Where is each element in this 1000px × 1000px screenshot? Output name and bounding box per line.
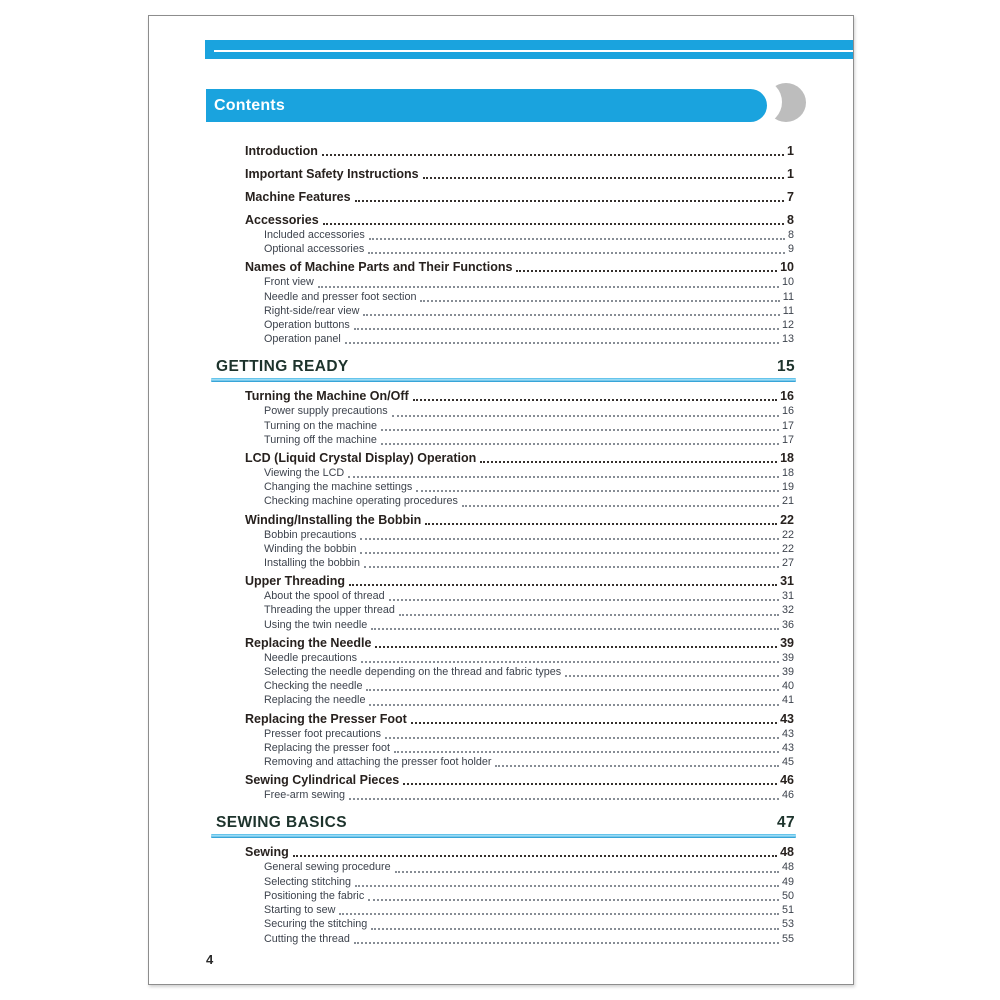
toc-entry: [264, 242, 794, 256]
toc-entry-label: Sewing: [245, 845, 289, 860]
toc-entry-page: 32: [781, 604, 794, 617]
toc-entry: [264, 932, 794, 946]
toc-entry: [264, 788, 794, 802]
toc-entry-label: Sewing Cylindrical Pieces: [245, 773, 400, 788]
dot-leader: [385, 737, 779, 739]
toc-entry-label: Winding the bobbin: [264, 542, 357, 555]
toc-entry-page: 43: [781, 727, 794, 740]
toc-entry-page: 46: [780, 773, 794, 788]
toc-entry-page: 17: [781, 433, 794, 446]
toc-entry-label: Winding/Installing the Bobbin: [245, 512, 422, 527]
toc-entry-page: 22: [780, 512, 794, 527]
toc-entry-label: Selecting stitching: [264, 875, 352, 888]
toc-entry-label: Needle and presser foot section: [264, 290, 417, 303]
toc-entry: [264, 693, 794, 707]
toc-entry-page: 10: [780, 260, 794, 275]
dot-leader: [413, 399, 777, 401]
toc-entry: [264, 755, 794, 769]
toc-entry: [245, 573, 794, 589]
toc-entry-page: 27: [781, 557, 794, 570]
contents-title: Contents: [214, 96, 285, 114]
toc-entry-label: Replacing the presser foot: [264, 741, 391, 754]
toc-entry: [245, 189, 794, 205]
toc-entry-page: 16: [781, 405, 794, 418]
dot-leader: [318, 286, 779, 288]
toc-entry-page: 10: [781, 276, 794, 289]
toc-entry: [264, 433, 794, 447]
toc-entry-page: 31: [781, 590, 794, 603]
dot-leader: [394, 751, 779, 753]
toc-entry: [264, 679, 794, 693]
toc-entry-page: 43: [781, 741, 794, 754]
toc-entry-page: 7: [787, 190, 794, 204]
toc-entry-label: Cutting the thread: [264, 932, 350, 945]
dot-leader: [322, 154, 784, 156]
dot-leader: [354, 328, 779, 330]
toc-entry-page: 41: [781, 694, 794, 707]
toc-entry-label: LCD (Liquid Crystal Display) Operation: [245, 451, 477, 466]
toc-entry-label: Turning the Machine On/Off: [245, 389, 409, 404]
toc-entry-page: 51: [781, 904, 794, 917]
toc-entry-label: Starting to sew: [264, 904, 336, 917]
dot-leader: [423, 177, 784, 179]
dot-leader: [355, 200, 784, 202]
dot-leader: [339, 913, 779, 915]
toc-entry: [245, 844, 794, 860]
toc-entry-label: Operation panel: [264, 333, 341, 346]
toc-entry-label: Threading the upper thread: [264, 604, 395, 617]
toc-entry-page: 36: [781, 618, 794, 631]
dot-leader: [392, 415, 779, 417]
toc-entry-page: 11: [782, 290, 794, 303]
toc-entry-label: Securing the stitching: [264, 918, 368, 931]
contents-header-bar: [206, 89, 767, 122]
toc-entry: [264, 404, 794, 418]
dot-leader: [368, 252, 785, 254]
toc-entry: [264, 318, 794, 332]
toc-entry-page: 22: [781, 542, 794, 555]
dot-leader: [293, 855, 777, 857]
toc-entry-label: Changing the machine settings: [264, 481, 413, 494]
dot-leader: [349, 798, 779, 800]
dot-leader: [371, 928, 779, 930]
dot-leader: [403, 783, 777, 785]
toc-entry-label: About the spool of thread: [264, 590, 385, 603]
toc-entry: [264, 727, 794, 741]
toc-entry: [264, 875, 794, 889]
toc-entry-page: 9: [787, 243, 794, 256]
toc-entry: [245, 212, 794, 228]
toc-entry: [264, 665, 794, 679]
manual-page: [148, 15, 854, 985]
toc-entry: [264, 589, 794, 603]
toc-entry-label: Replacing the Presser Foot: [245, 711, 407, 726]
toc-entry: [264, 889, 794, 903]
toc-entry-label: Checking the needle: [264, 680, 363, 693]
toc-entry: [264, 860, 794, 874]
toc-entry-label: Free-arm sewing: [264, 789, 345, 802]
dot-leader: [375, 646, 777, 648]
toc-entry: [245, 772, 794, 788]
toc-entry-label: Power supply precautions: [264, 405, 388, 418]
toc-entry-label: Operation buttons: [264, 319, 350, 332]
toc-entry: [264, 917, 794, 931]
toc-entry-label: Turning on the machine: [264, 419, 378, 432]
toc-entry: [264, 741, 794, 755]
toc-entry: [264, 304, 794, 318]
dot-leader: [411, 722, 777, 724]
toc-entry: [245, 166, 794, 182]
dot-leader: [462, 505, 779, 507]
toc-entry: [264, 603, 794, 617]
toc-entry: [245, 512, 794, 528]
table-of-contents: [216, 136, 795, 946]
dot-leader: [361, 661, 779, 663]
toc-entry-page: 49: [781, 875, 794, 888]
toc-part-page: 47: [776, 814, 795, 832]
toc-entry-page: 50: [781, 889, 794, 902]
toc-entry: [245, 635, 794, 651]
toc-entry: [245, 259, 794, 275]
toc-entry-page: 19: [781, 481, 794, 494]
dot-leader: [360, 538, 779, 540]
dot-leader: [349, 584, 777, 586]
toc-entry-label: Turning off the machine: [264, 433, 377, 446]
toc-entry-page: 40: [781, 680, 794, 693]
dot-leader: [354, 942, 779, 944]
top-accent-bar-line: [214, 50, 853, 52]
toc-entry: [264, 480, 794, 494]
toc-entry-label: Installing the bobbin: [264, 557, 361, 570]
toc-entry-label: Front view: [264, 276, 314, 289]
toc-entry: [264, 466, 794, 480]
toc-part-label: SEWING BASICS: [216, 814, 347, 832]
toc-entry-page: 17: [781, 419, 794, 432]
toc-entry: [264, 228, 794, 242]
dot-leader: [371, 628, 779, 630]
toc-entry-page: 8: [787, 229, 794, 241]
toc-entry-page: 53: [781, 918, 794, 931]
toc-entry-label: Presser foot precautions: [264, 727, 382, 740]
top-accent-bar: [205, 40, 853, 59]
toc-entry: [245, 450, 794, 466]
toc-entry: [264, 903, 794, 917]
toc-entry-page: 18: [781, 467, 794, 480]
toc-entry: [245, 711, 794, 727]
toc-entry-page: 31: [780, 574, 794, 589]
toc-entry: [264, 494, 794, 508]
toc-part-label: GETTING READY: [216, 358, 349, 376]
toc-part-page: 15: [776, 358, 795, 376]
toc-entry: [264, 651, 794, 665]
toc-entry-page: 39: [781, 666, 794, 679]
dot-leader: [416, 490, 779, 492]
toc-part-rule: [211, 834, 796, 838]
toc-entry: [264, 556, 794, 570]
dot-leader: [420, 300, 779, 302]
dot-leader: [565, 675, 779, 677]
toc-entry-label: Names of Machine Parts and Their Functions: [245, 260, 513, 275]
toc-entry-label: Important Safety Instructions: [245, 167, 419, 181]
toc-entry-page: 43: [780, 711, 794, 726]
toc-entry-label: Bobbin precautions: [264, 528, 357, 541]
toc-entry: [264, 290, 794, 304]
toc-entry-label: Machine Features: [245, 190, 351, 204]
page-number: 4: [206, 952, 214, 967]
toc-entry-label: Right-side/rear view: [264, 304, 360, 317]
toc-entry-page: 45: [781, 756, 794, 769]
dot-leader: [348, 476, 779, 478]
toc-entry-page: 46: [781, 789, 794, 802]
toc-entry-label: Replacing the needle: [264, 694, 366, 707]
toc-entry-label: Accessories: [245, 213, 319, 227]
toc-part-rule: [211, 378, 796, 382]
dot-leader: [364, 566, 779, 568]
toc-entry-label: Introduction: [245, 144, 318, 158]
toc-entry-label: Replacing the Needle: [245, 635, 372, 650]
toc-entry: [245, 143, 794, 159]
toc-entry-label: General sewing procedure: [264, 861, 391, 874]
toc-entry-label: Viewing the LCD: [264, 467, 345, 480]
toc-part-header: [211, 357, 796, 382]
dot-leader: [368, 899, 779, 901]
dot-leader: [495, 765, 779, 767]
toc-part-header: [211, 813, 796, 838]
toc-entry-page: 1: [787, 144, 794, 158]
toc-entry: [264, 332, 794, 346]
toc-entry: [264, 275, 794, 289]
toc-entry: [245, 388, 794, 404]
toc-entry-label: Checking machine operating procedures: [264, 495, 458, 508]
dot-leader: [366, 689, 779, 691]
toc-entry-page: 13: [781, 333, 794, 346]
toc-entry-page: 21: [781, 495, 794, 508]
dot-leader: [369, 704, 779, 706]
toc-entry-page: 8: [787, 213, 794, 227]
dot-leader: [395, 871, 779, 873]
toc-entry-page: 1: [787, 167, 794, 181]
dot-leader: [389, 599, 779, 601]
toc-entry-page: 55: [781, 932, 794, 945]
dot-leader: [480, 461, 777, 463]
toc-entry-label: Positioning the fabric: [264, 889, 365, 902]
toc-entry-label: Needle precautions: [264, 651, 358, 664]
toc-entry-page: 48: [780, 845, 794, 860]
toc-entry-page: 11: [782, 304, 794, 317]
dot-leader: [516, 270, 777, 272]
toc-entry-page: 48: [781, 861, 794, 874]
dot-leader: [425, 523, 777, 525]
toc-entry-page: 39: [781, 651, 794, 664]
toc-entry-page: 16: [780, 389, 794, 404]
toc-entry: [264, 419, 794, 433]
dot-leader: [355, 885, 779, 887]
toc-entry-label: Selecting the needle depending on the thread and fabric types: [264, 666, 562, 679]
dot-leader: [381, 429, 779, 431]
dot-leader: [360, 552, 779, 554]
toc-entry: [264, 618, 794, 632]
toc-entry-page: 22: [781, 528, 794, 541]
toc-entry-page: 12: [781, 319, 794, 332]
dot-leader: [323, 223, 784, 225]
toc-entry-page: 18: [780, 451, 794, 466]
toc-entry-label: Included accessories: [264, 229, 365, 241]
dot-leader: [381, 443, 779, 445]
toc-entry: [264, 528, 794, 542]
dot-leader: [345, 342, 779, 344]
toc-entry-label: Upper Threading: [245, 574, 346, 589]
toc-entry: [264, 542, 794, 556]
toc-entry-label: Removing and attaching the presser foot holder: [264, 756, 492, 769]
toc-entry-label: Using the twin needle: [264, 618, 368, 631]
dot-leader: [399, 614, 779, 616]
dot-leader: [363, 314, 779, 316]
dot-leader: [369, 238, 785, 240]
toc-entry-page: 39: [780, 635, 794, 650]
toc-entry-label: Optional accessories: [264, 243, 365, 256]
